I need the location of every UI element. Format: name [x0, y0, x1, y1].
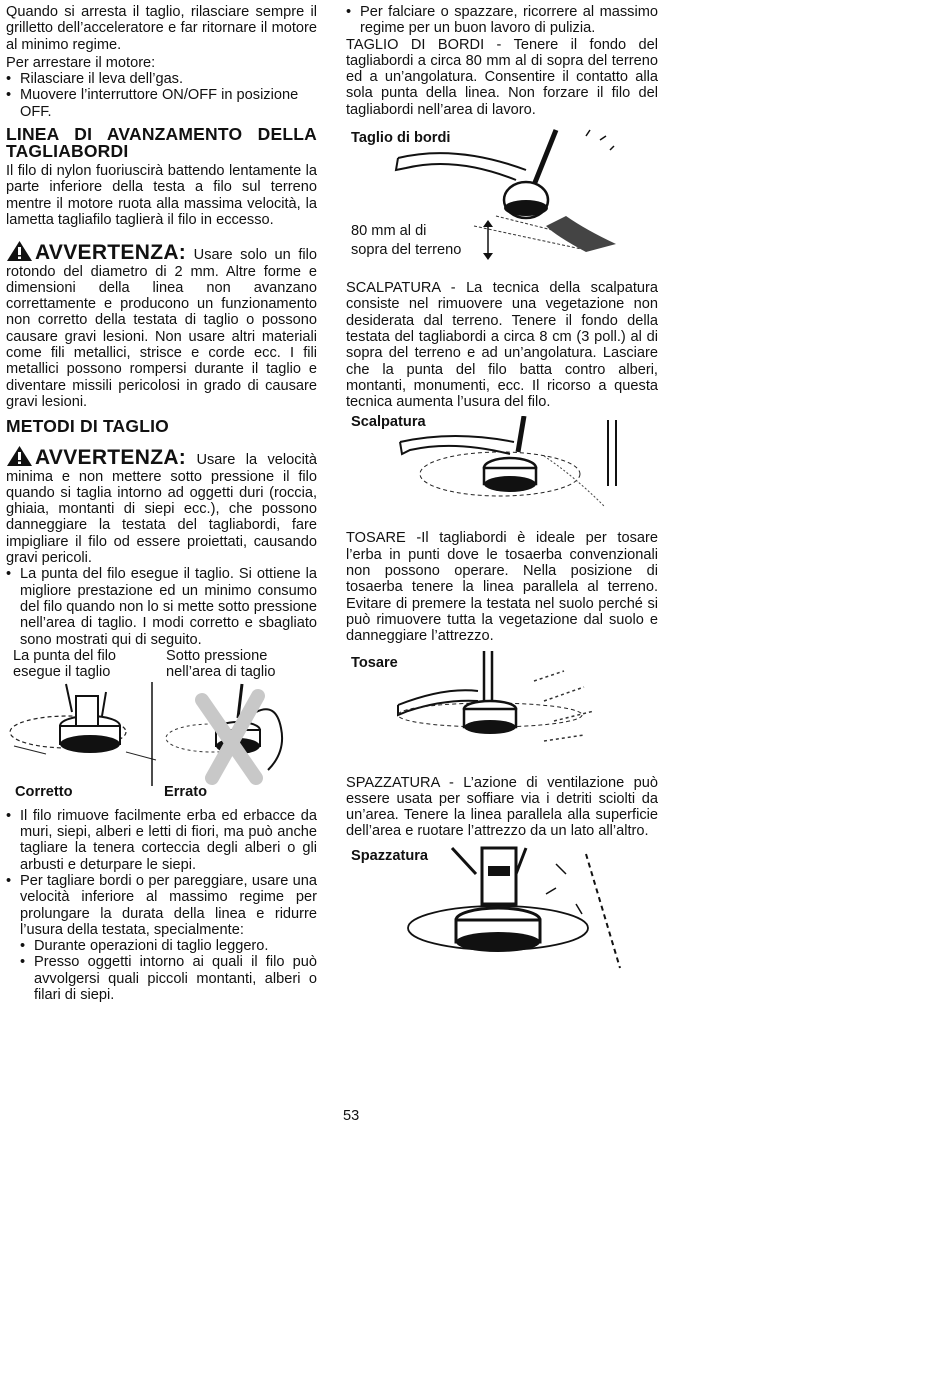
- heading-line-advance: LINEA DI AVANZAMENTO DELLA TAGLIABORDI: [6, 124, 317, 162]
- correct-trimmer-drawing: [10, 684, 156, 760]
- sweeping-paragraph: SPAZZATURA - L’azione di ventilazione può essere usata per soffiare via i detriti sciolti da un’area. Tenere la linea parallela alla superficie dell’area e ruotare l’attrezzo da un lato all’altro.: [346, 774, 658, 840]
- stop-item-1: • Rilasciare il leva dell’gas.: [6, 71, 317, 87]
- usage-bullet-2-text: Per tagliare bordi o per pareggiare, usare una velocità inferiore al massimo regime per prolungare la durata della linea e ridurre l’usura della testata, specialmente:: [20, 872, 317, 938]
- right-column: [346, 4, 658, 984]
- warning-title: AVVERTENZA:: [35, 241, 187, 265]
- warning-triangle-icon: [6, 445, 33, 467]
- caption-correct-line-1: La punta del filo: [13, 647, 117, 664]
- stop-item-2: • Muovere l’interruttore ON/OFF in posizione OFF.: [6, 87, 317, 120]
- label-mowing: Tosare: [351, 654, 398, 671]
- usage-bullet-2: [6, 873, 317, 1003]
- left-column: [6, 4, 317, 1003]
- edge-note-line-2: sopra del terreno: [351, 242, 462, 259]
- figure-scalping: [346, 412, 658, 522]
- usage-list: [6, 808, 317, 1004]
- mowing-trimmer-illustration: [394, 651, 624, 767]
- warning-triangle-icon: [6, 240, 33, 262]
- warning-block-1: [6, 240, 317, 410]
- figure-sweeping: [346, 844, 658, 984]
- scalping-trimmer-illustration: [394, 416, 644, 520]
- caption-correct: [13, 648, 116, 680]
- label-correct: Corretto: [15, 783, 73, 800]
- figure-correct-vs-wrong: [6, 648, 317, 802]
- figure-edge-trimming: [346, 126, 658, 276]
- sweeping-trimmer-illustration: [406, 844, 626, 978]
- edge-height-note: [351, 222, 461, 260]
- trimmer-head-illustration: [6, 682, 317, 786]
- page-number: 53: [343, 1108, 360, 1124]
- usage-sub-list: [20, 938, 317, 1003]
- label-wrong: Errato: [164, 783, 207, 800]
- caption-wrong: [166, 648, 276, 680]
- wrong-trimmer-drawing: [166, 684, 282, 778]
- warning-text: Usare solo un filo rotondo del diametro di 2 mm. Altre forme e dimensioni della linea non avanzano correttamente e producono un funzionamento non corretto della testata di taglio o possono causare gravi lesioni. Non usare altri materiali come fili metallici, strisce e corde ecc. I fili metallici possono rompersi durante il taglio e diventare missili pericolosi in grado di causare gravi lesioni.: [6, 247, 317, 410]
- label-sweeping: Spazzatura: [351, 847, 429, 864]
- right-top-list: [346, 4, 658, 37]
- stop-engine-list: [6, 71, 317, 120]
- heading-cutting-methods: METODI DI TAGLIO: [6, 416, 169, 437]
- full-throttle-bullet: • Per falciare o spazzare, ricorrere al massimo regime per un buon lavoro di pulizia.: [346, 4, 658, 37]
- figure-mowing: [346, 651, 658, 771]
- label-edge-trimming: Taglio di bordi: [351, 130, 451, 147]
- warning-title: AVVERTENZA:: [35, 446, 187, 470]
- mowing-paragraph: TOSARE -Il tagliabordi è ideale per tosare l’erba in punti dove le tosaerba convenzionali non possono operare. Nella posizione di tosaerba tenere la linea parallela al terreno. Evitare di premere la testata nel suolo perché si può rimuovere tutta la vegetazione dal suolo e danneggiare l’attrezzo.: [346, 530, 658, 645]
- line-advance-paragraph: Il filo di nylon fuoriuscirà battendo lentamente la parte inferiore della testa a filo sul terreno mentre il motore ruota alla massima velocità, la lametta tagliafilo taglierà il filo in eccesso.: [6, 163, 317, 228]
- caption-correct-line-2: esegue il taglio: [13, 663, 111, 680]
- edge-note-line-1: 80 mm al di: [351, 223, 427, 240]
- sub-bullet-1: • Durante operazioni di taglio leggero.: [20, 938, 317, 954]
- warning-block-2: [6, 445, 317, 566]
- tip-bullet: • La punta del filo esegue il taglio. Si ottiene la migliore prestazione ed un minimo consumo del filo quando non lo si mette sotto pressione nell’area di taglio. I modi corretto e sbagliato sono mostrati qui di seguito.: [6, 566, 317, 647]
- intro-paragraph: Quando si arresta il taglio, rilasciare sempre il grilletto dell’acceleratore e far ritornare il motore al minimo regime.: [6, 4, 317, 53]
- caption-wrong-line-2: nell’area di taglio: [166, 663, 276, 680]
- warning-text: Usare la velocità minima e non mettere sotto pressione il filo quando si taglia intorno ad oggetti duri (roccia, ghiaia, montanti di siepi ecc.), che possono danneggiare la testata del tagliabordi, fare impigliare il filo od essere proiettati, causando gravi pericoli.: [6, 452, 317, 567]
- scalping-paragraph: SCALPATURA - La tecnica della scalpatura consiste nel rimuovere una vegetazione non desiderata dal terreno. Tenere il fondo della testata del tagliabordi a circa 8 cm (3 poll.) al di sopra del terreno e ad un’angolatura. Lasciare che la punta del filo batta contro alberi, montanti, monumenti, ecc. Il ricorso a questa tecnica aumenta l’usura del filo.: [346, 280, 658, 411]
- stop-engine-lead: Per arrestare il motore:: [6, 54, 156, 71]
- tip-list: [6, 566, 317, 647]
- edge-trimming-paragraph: TAGLIO DI BORDI - Tenere il fondo del tagliabordi a circa 80 mm al di sopra del terreno ed a un’angolatura. Consentire il contatto alla sola punta della linea. Non forzare il filo del tagliabordi nell’area di lavoro.: [346, 36, 658, 118]
- sub-bullet-2: • Presso oggetti intorno ai quali il filo può avvolgersi quali piccoli montanti, alberi o filari di siepi.: [20, 954, 317, 1003]
- caption-wrong-line-1: Sotto pressione: [166, 647, 268, 664]
- usage-bullet-1: • Il filo rimuove facilmente erba ed erbacce da muri, siepi, alberi e letti di fiori, ma può anche tagliare la tenera corteccia degli alberi o gli arbusti e deturpare le siepi.: [6, 808, 317, 873]
- height-arrow-icon: [482, 218, 494, 262]
- label-scalping: Scalpatura: [351, 414, 426, 431]
